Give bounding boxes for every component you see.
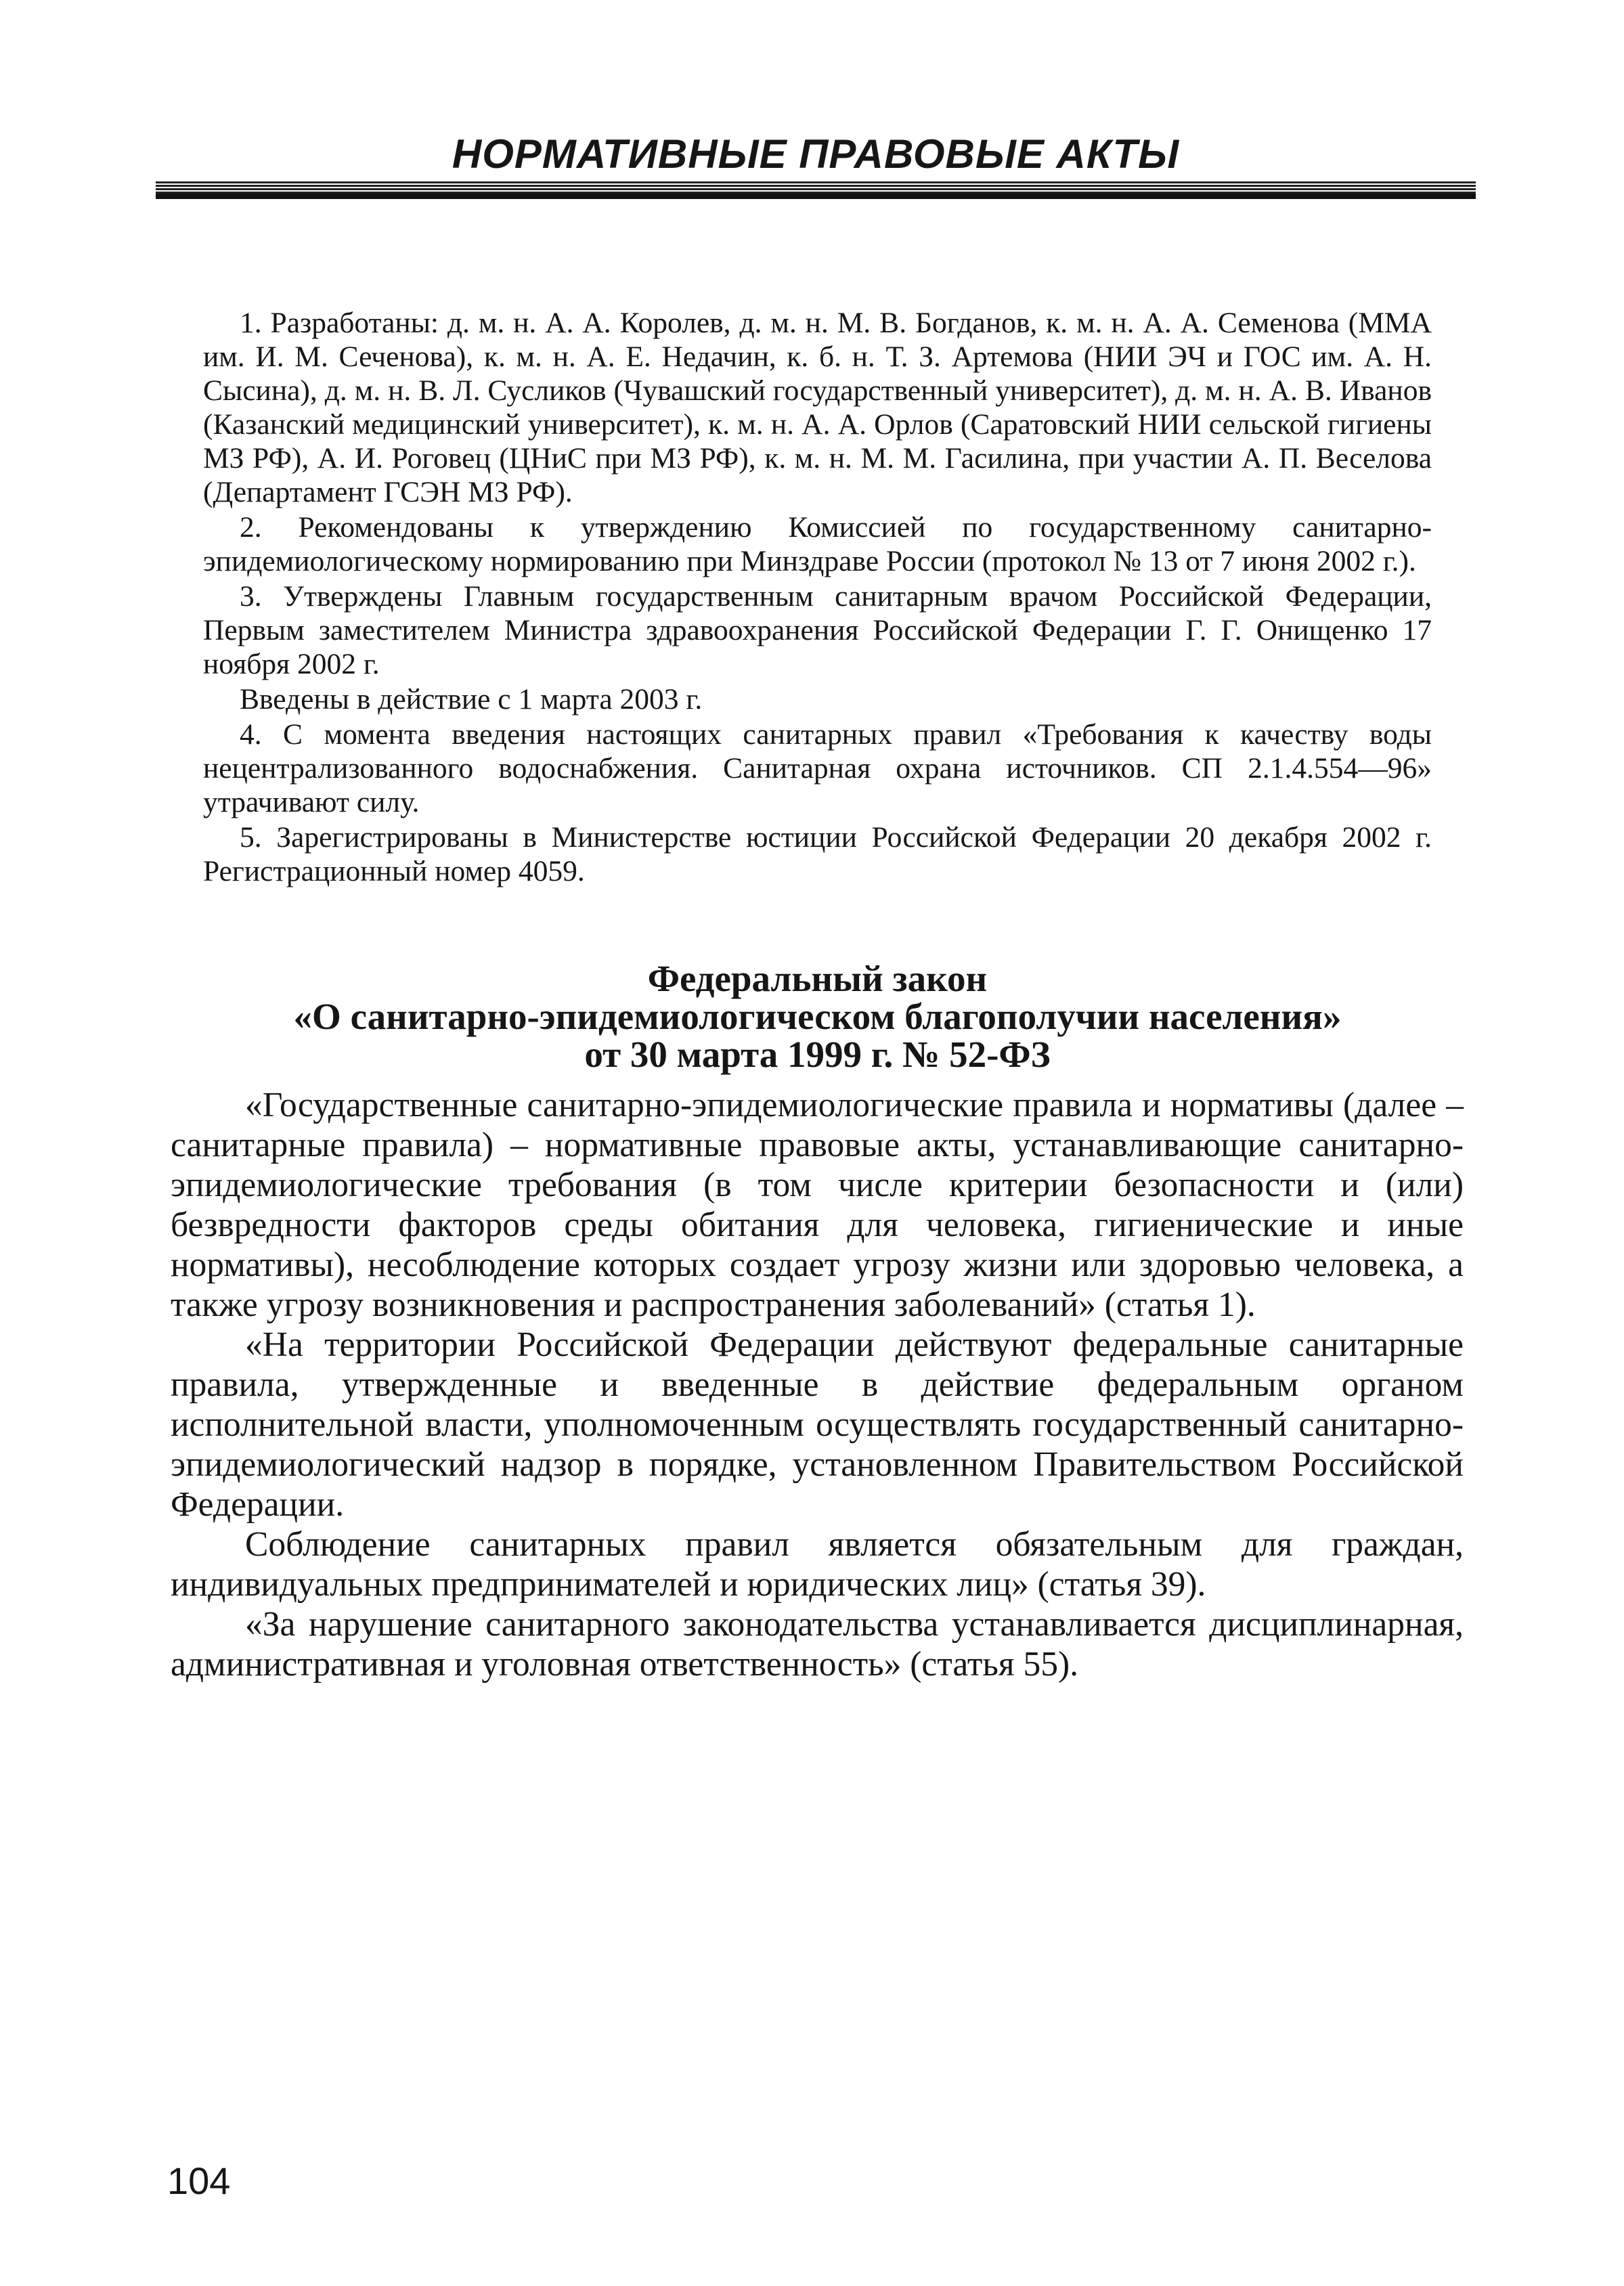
note-paragraph: 1. Разработаны: д. м. н. А. А. Королев, д. м. н. М. В. Богданов, к. м. н. А. А. Семенова (ММА им. И. М. Сеченова), к. м. н. А. Е. Недачин, к. б. н. Т. З. Артемова (НИИ ЭЧ и ГОС им. А. Н. Сысина), д. м. н. В. Л. Сусликов (Чувашский государственный университет), д. м. н. А. В. Иванов (Казанский медицинский университет), к. м. н. А. А. Орлов (Саратовский НИИ сельской гигиены МЗ РФ), А. И. Роговец (ЦНиС при МЗ РФ), к. м. н. М. М. Гасилина, при участии А. П. Веселова (Департамент ГСЭН МЗ РФ). [203,307,1432,508]
law-title-line: «О санитарно-эпидемиологическом благополучии населения» [293,996,1342,1037]
law-title-line: Федеральный закон [647,958,988,999]
law-title [203,960,1432,1074]
note-paragraph: Введены в действие с 1 марта 2003 г. [240,683,703,716]
law-paragraph: Соблюдение санитарных правил является обязательным для граждан, индивидуальных предпринимателей и юридических лиц» (статья 39). [171,1525,1464,1604]
law-paragraph: «Государственные санитарно-эпидемиологические правила и нормативы (далее – санитарные правила) – нормативные правовые акты, устанавливающие санитарно-эпидемиологические требования (в том числе критерии безопасности и (или) безвредности факторов среды обитания для человека, гигиенические и иные нормативы), несоблюдение которых создает угрозу жизни или здоровью человека, а также угрозу возникновения и распространения заболеваний» (статья 1). [171,1086,1464,1324]
header-rule [156,181,1476,199]
page-header-title: НОРМАТИВНЫЕ ПРАВОВЫЕ АКТЫ [452,131,1180,177]
law-paragraph: «На территории Российской Федерации действуют федеральные санитарные правила, утвержденные и введенные в действие федеральным органом исполнительной власти, уполномоченным осуществлять государственный санитарно-эпидемиологический надзор в порядке, установленном Правительством Российской Федерации. [171,1325,1464,1524]
note-paragraph: 4. С момента введения настоящих санитарных правил «Требования к качеству воды нецентрализованного водоснабжения. Санитарная охрана источников. СП 2.1.4.554—96» утрачивают силу. [203,718,1432,818]
page-number: 104 [167,2159,231,2202]
law-paragraph: «За нарушение санитарного законодательства устанавливается дисциплинарная, административная и уголовная ответственность» (статья 55). [171,1605,1464,1684]
law-body [171,1085,1464,1684]
law-title-line: от 30 марта 1999 г. № 52-ФЗ [584,1034,1051,1075]
document-notes [203,306,1432,889]
note-paragraph: 5. Зарегистрированы в Министерстве юстиции Российской Федерации 20 декабря 2002 г. Регистрационный номер 4059. [203,821,1432,887]
note-paragraph: 3. Утверждены Главным государственным санитарным врачом Российской Федерации, Первым заместителем Министра здравоохранения Российской Федерации Г. Г. Онищенко 17 ноября 2002 г. [203,580,1432,680]
note-paragraph: 2. Рекомендованы к утверждению Комиссией по государственному санитарно-эпидемиологическому нормированию при Минздраве России (протокол № 13 от 7 июня 2002 г.). [203,511,1432,577]
